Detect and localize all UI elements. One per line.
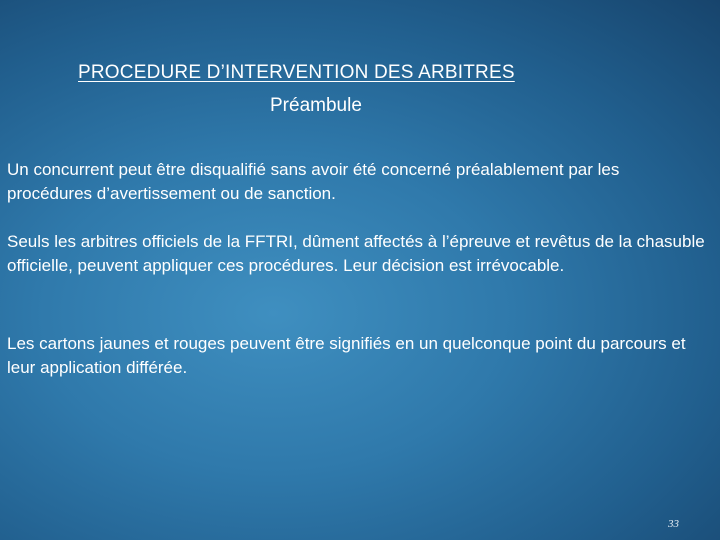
slide-subtitle: Préambule xyxy=(270,95,362,116)
paragraph-disqualification: Un concurrent peut être disqualifié sans avoir été concerné préalablement par les procédures d’avertissement ou de sanction. xyxy=(7,160,620,203)
paragraph-cards: Les cartons jaunes et rouges peuvent être signifiés en un quelconque point du parcours et leur application différée. xyxy=(7,334,686,377)
slide-title: PROCEDURE D’INTERVENTION DES ARBITRES xyxy=(78,62,515,83)
page-number: 33 xyxy=(668,518,679,530)
paragraph-official-referees: Seuls les arbitres officiels de la FFTRI, dûment affectés à l’épreuve et revêtus de la chasuble officielle, peuvent appliquer ces procédures. Leur décision est irrévocable. xyxy=(7,232,705,275)
